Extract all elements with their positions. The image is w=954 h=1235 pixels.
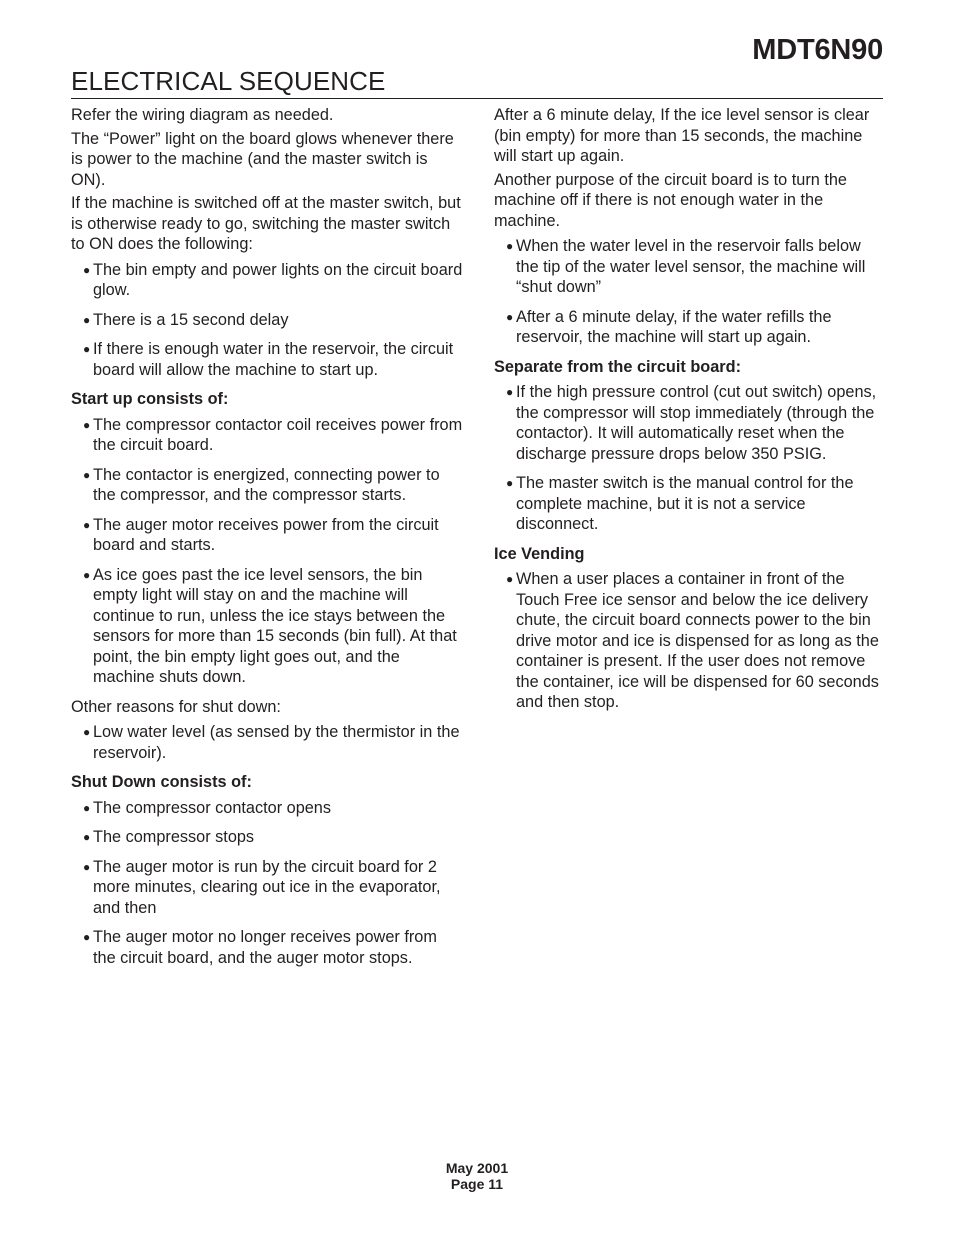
list-item-text: The auger motor receives power from the circuit board and starts. [93, 515, 439, 554]
bullet-icon: ● [83, 800, 91, 815]
bullet-icon: ● [83, 467, 91, 482]
bullet-icon: ● [506, 476, 514, 490]
list-item-text: The bin empty and power lights on the circuit board glow. [93, 260, 463, 299]
bullet-icon: ● [83, 567, 91, 582]
list-item-text: The compressor contactor opens [93, 798, 332, 817]
bullet-icon: ● [83, 859, 91, 874]
list-item-text: The auger motor no longer receives power from the circuit board, and the auger motor stops. [93, 928, 437, 967]
bullet-icon: ● [506, 385, 514, 399]
bullet-icon: ● [83, 930, 91, 944]
startup-bullet-list [71, 415, 463, 688]
list-item [71, 310, 463, 331]
list-item-text: The compressor contactor coil receives power from the circuit board. [93, 415, 463, 454]
bullet-icon: ● [83, 342, 91, 356]
bullet-icon: ● [506, 572, 514, 586]
list-item [494, 569, 884, 713]
list-item [71, 465, 463, 506]
intro-paragraph: The “Power” light on the board glows whenever there is power to the machine (and the master switch is ON). [71, 129, 454, 189]
left-column [71, 105, 463, 977]
list-item-text: The contactor is energized, connecting power to the compressor, and the compressor starts. [93, 465, 440, 504]
shutdown-heading: Shut Down consists of: [71, 773, 252, 791]
vending-bullet-list [494, 569, 884, 713]
bullet-icon: ● [506, 309, 514, 324]
list-item-text: Low water level (as sensed by the thermistor in the reservoir). [93, 723, 460, 762]
bullet-icon: ● [83, 312, 91, 327]
list-item [71, 565, 463, 688]
intro-bullet-list [71, 260, 463, 381]
list-item [71, 927, 463, 968]
bullet-icon: ● [83, 830, 91, 844]
footer-date: May 2001 [445, 1160, 509, 1176]
bullet-icon: ● [506, 239, 514, 253]
shutdown-bullet-list [71, 798, 463, 969]
list-item [71, 515, 463, 556]
vending-heading: Ice Vending [494, 544, 585, 563]
body-paragraph: After a 6 minute delay, If the ice level sensor is clear (bin empty) for more than 15 seconds, the machine will start up again. [494, 106, 870, 165]
list-item [71, 857, 463, 919]
list-item [494, 236, 884, 298]
list-item [494, 307, 884, 348]
page-number: Page 11 [450, 1176, 504, 1192]
list-item [71, 339, 463, 380]
other-reasons-bullet-list [71, 722, 463, 763]
list-item-text: If there is enough water in the reservoir, the circuit board will allow the machine to start up. [93, 340, 454, 379]
list-item [71, 722, 463, 763]
separate-bullet-list [494, 382, 884, 535]
intro-paragraph: Refer the wiring diagram as needed. [71, 106, 334, 124]
body-paragraph: Another purpose of the circuit board is to turn the machine off if there is not enough water in the machine. [494, 170, 847, 230]
header-rule [71, 98, 883, 99]
list-item-text: There is a 15 second delay [93, 310, 289, 329]
bullet-icon: ● [83, 417, 91, 432]
page-title: ELECTRICAL SEQUENCE [71, 66, 386, 96]
water-bullet-list [494, 236, 884, 348]
list-item [71, 798, 463, 819]
separate-heading: Separate from the circuit board: [494, 357, 741, 376]
list-item-text: When a user places a container in front of the Touch Free ice sensor and below the ice delivery chute, the circuit board connects power to the bin drive motor and ice is dispensed for as long as the container is present. If the user does not remove the container, ice will be dispensed for 60 seconds and then stop. [516, 570, 879, 711]
list-item-text: The auger motor is run by the circuit board for 2 more minutes, clearing out ice in the evaporator, and then [93, 857, 441, 917]
list-item-text: If the high pressure control (cut out switch) opens, the compressor will stop immediately (through the contactor). It will automatically reset when the discharge pressure drops below 350 PSIG. [516, 383, 877, 463]
startup-heading: Start up consists of: [71, 390, 229, 408]
list-item [494, 473, 884, 535]
bullet-icon: ● [83, 517, 91, 532]
bullet-icon: ● [83, 725, 91, 739]
list-item [71, 415, 463, 456]
list-item [71, 260, 463, 301]
list-item [494, 382, 884, 464]
intro-paragraph: If the machine is switched off at the master switch, but is otherwise ready to go, switching the master switch to ON does the following: [71, 194, 461, 253]
list-item-text: When the water level in the reservoir falls below the tip of the water level sensor, the machine will “shut down” [516, 237, 866, 296]
list-item-text: The master switch is the manual control for the complete machine, but it is not a service disconnect. [516, 474, 854, 533]
list-item-text: After a 6 minute delay, if the water refills the reservoir, the machine will start up again. [516, 307, 832, 346]
page-footer [0, 1160, 954, 1192]
list-item-text: The compressor stops [93, 828, 255, 846]
other-reasons-paragraph: Other reasons for shut down: [71, 697, 281, 716]
list-item-text: As ice goes past the ice level sensors, the bin empty light will stay on and the machine will continue to run, unless the ice stays between the sensors for more than 15 seconds (bin full). At that point, the bin empty light goes out, and the machine shuts down. [93, 565, 457, 686]
model-number: MDT6N90 [752, 34, 883, 66]
right-column [494, 105, 884, 722]
bullet-icon: ● [83, 262, 91, 277]
list-item [71, 827, 463, 848]
